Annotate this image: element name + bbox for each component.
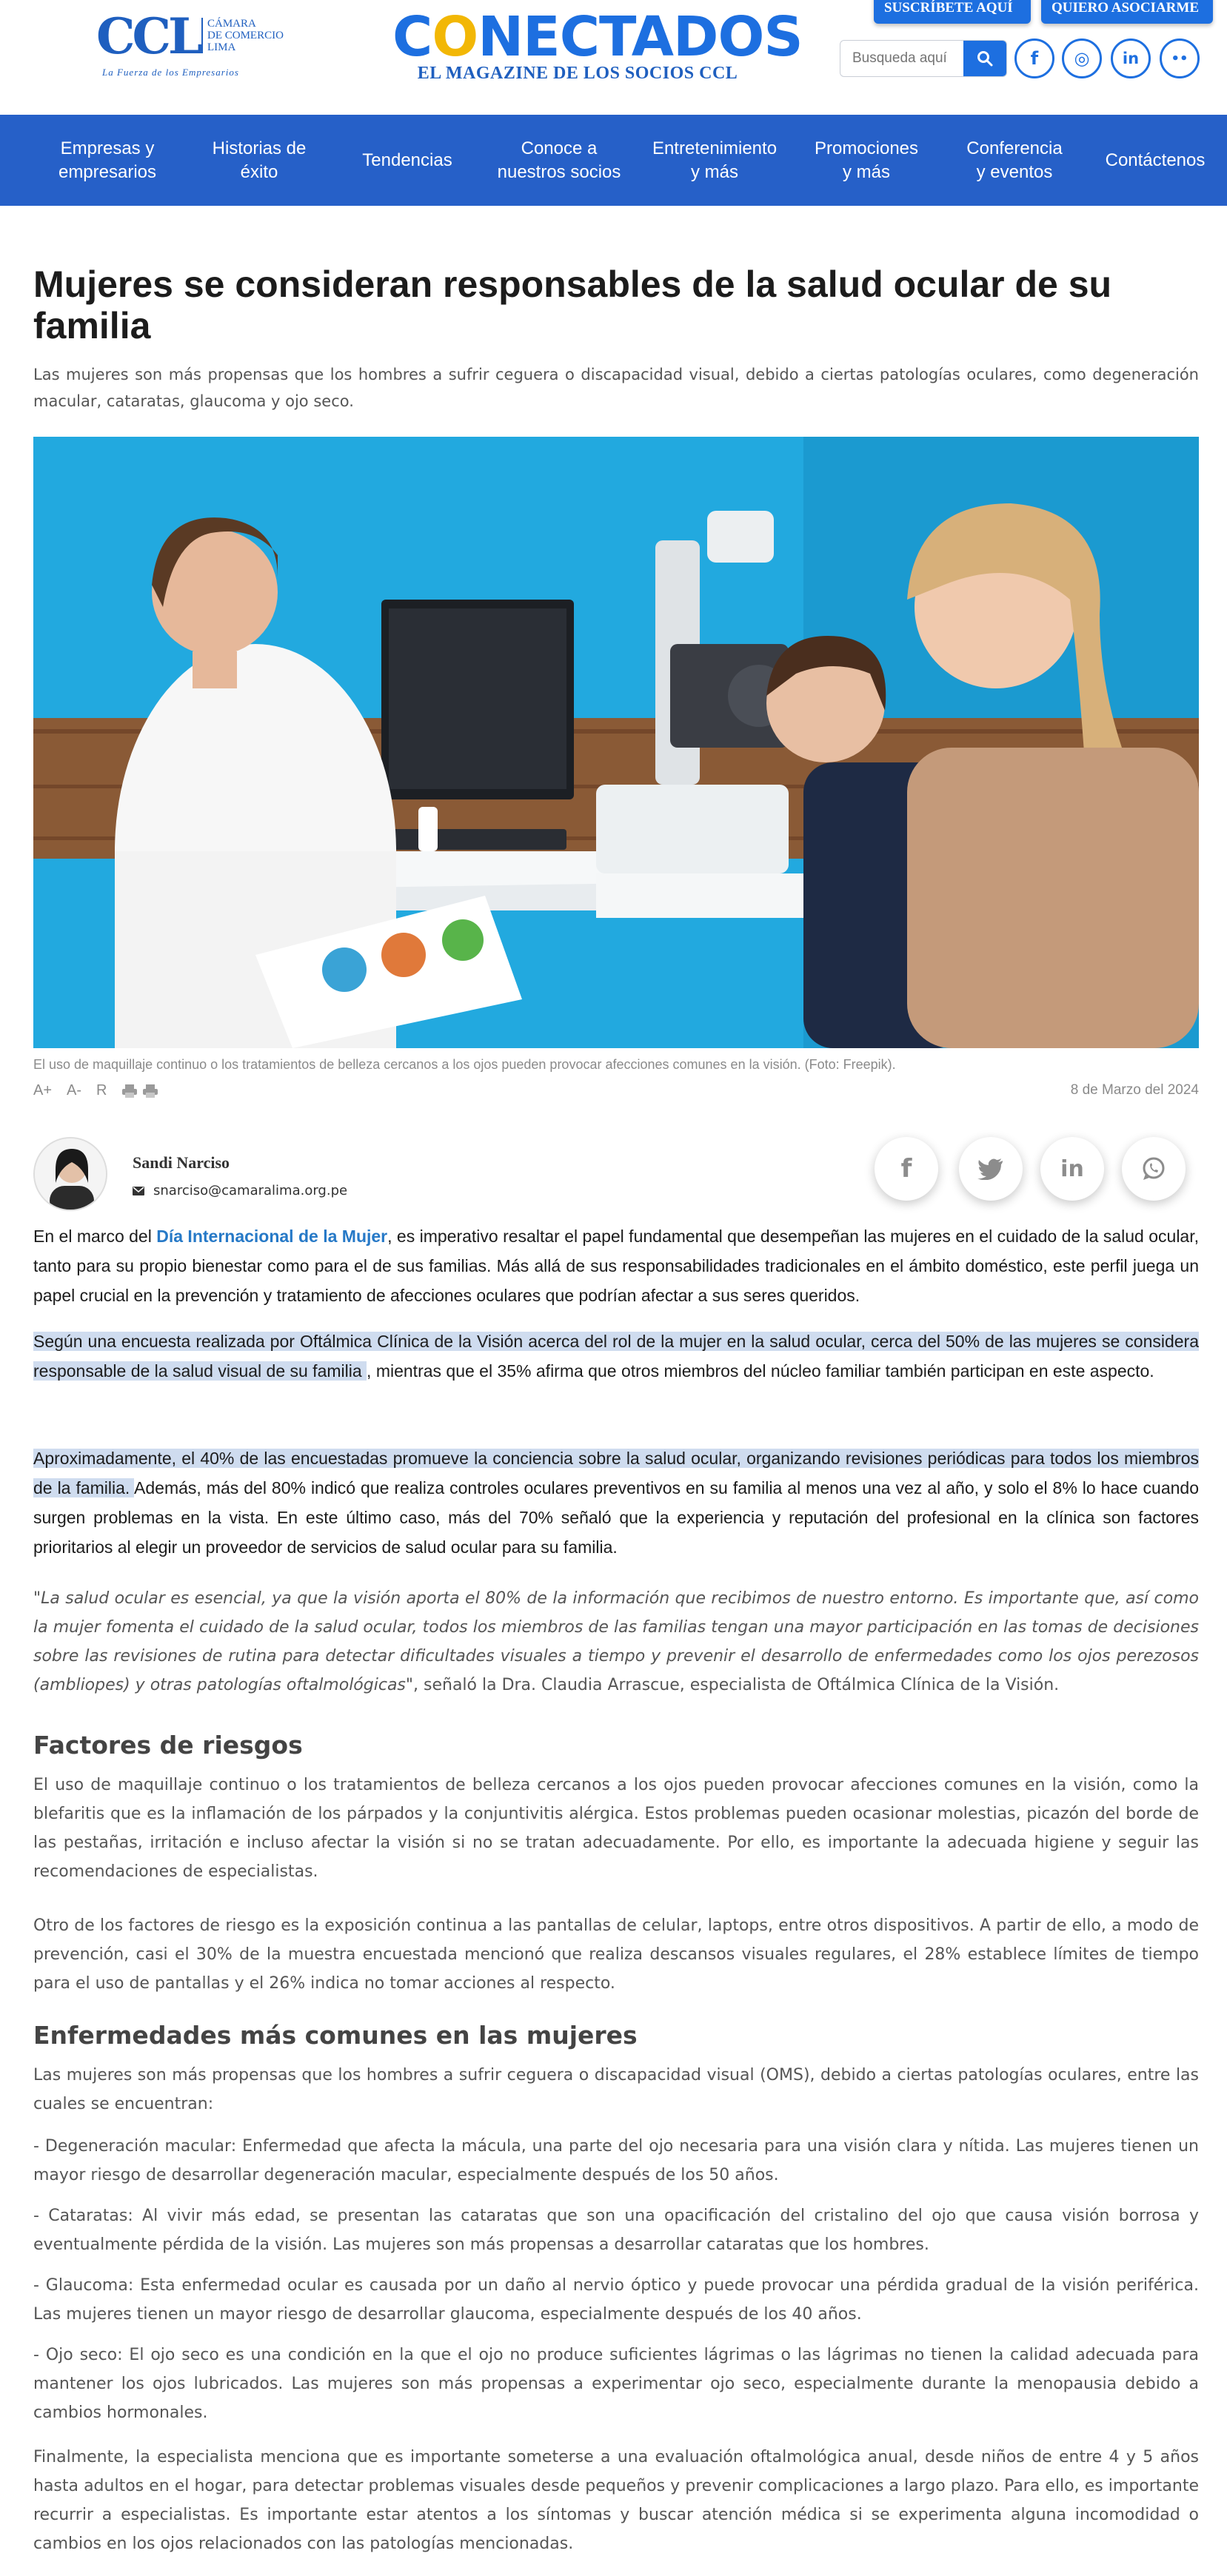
linkedin-icon: in [1122, 50, 1140, 67]
hero-image [33, 437, 1199, 1048]
enfermedad-item: - Glaucoma: Esta enfermedad ocular es causada por un daño al nervio óptico y puede provocar una pérdida gradual de la visión periférica. Las mujeres tienen un mayor riesgo de desarrollar glaucoma, especialmente después de los 40 años. [33, 2276, 1199, 2324]
nav-item-empresas[interactable]: Empresas y empresarios [58, 138, 157, 182]
enfermedades-intro: Las mujeres son más propensas que los hombres a sufrir ceguera o discapacidad visual (OMS), debido a ciertas patologías oculares, entre las cuales se encuentran: [33, 2066, 1199, 2113]
image-caption: El uso de maquillaje continuo o los tratamientos de belleza cercanos a los ojos pueden provocar afecciones comunes en la visión. (Foto: Freepik). [33, 1057, 896, 1072]
nav-item-entretenimiento[interactable]: Entretenimiento y más [652, 138, 778, 182]
brand-subtitle: EL MAGAZINE DE LOS SOCIOS CCL [417, 64, 738, 83]
font-increase-button[interactable]: A+ [33, 1082, 53, 1099]
main-nav [0, 115, 1227, 206]
final-paragraph: Finalmente, la especialista menciona que es importante someterse a una evaluación oftalmológica anual, desde niños de entre 4 y 5 años hasta adultos en el hogar, para detectar problemas visuales desde pequeños y prevenir complicaciones a largo plazo. Para ello, es importante recurrir a especialistas. Es importante estar atentos a los síntomas y buscar atención médica si se experimenta alguna incomodidad o cambios en los ojos relacionados con las patologías mencionadas. [33, 2448, 1199, 2553]
author-name: Sandi Narciso [133, 1153, 230, 1172]
quote-text: "La salud ocular es esencial, ya que la visión aporta el 80% de la información que recibimos de nuestro entorno. Es importante que, así como la mujer fomenta el cuidado de la salud ocular, todos los miembros de las familias tengan una mayor participación en las tomas de decisiones sobre las revisiones de rutina para detectar dificultades visuales a tiempo y prevenir el desarrollo de enfermedades como los ojos perezosos (ambliopes) y otras patologías oftalmológicas" [33, 1589, 1199, 1694]
search-icon [977, 50, 993, 67]
paragraph-1-pre: En el marco del [33, 1227, 157, 1246]
share-twitter-button[interactable] [959, 1137, 1023, 1201]
instagram-link[interactable] [1062, 38, 1102, 78]
flickr-link[interactable] [1160, 38, 1200, 78]
paragraph-3-highlight: Aproximadamente, el 40% de las encuestadas promueve la conciencia sobre la salud ocular, organizando revisiones periódicas para todos los miembros de la familia. [33, 1449, 1199, 1497]
nav-item-historias[interactable]: Historias de éxito [212, 138, 307, 182]
site-header [0, 0, 1227, 115]
ccl-logo-letters: CCL [96, 7, 200, 65]
quote-paragraph [33, 1584, 1199, 1700]
font-reset-button[interactable]: R [96, 1082, 107, 1099]
paragraph-1 [33, 1221, 1199, 1310]
twitter-share-icon [977, 1158, 1004, 1180]
enfermedad-item: - Ojo seco: El ojo seco es una condición en la que el ojo no produce suficientes lágrimas o las lágrimas no tienen la calidad adecuada para mantener los ojos lubricados. Las mujeres son más propensas a experimentar ojo seco, especialmente durante la menopausia debido a cambios hormonales. [33, 2346, 1199, 2422]
search-button[interactable] [963, 41, 1006, 76]
share-linkedin-button[interactable] [1040, 1137, 1104, 1201]
quote-attribution: , señaló la Dra. Claudia Arrascue, especialista de Oftálmica Clínica de la Visión. [413, 1676, 1060, 1694]
paragraph-2-rest: , mientras que el 35% afirma que otros miembros del núcleo familiar también participan en este aspecto. [367, 1361, 1154, 1381]
author-block [33, 1137, 552, 1218]
author-email[interactable]: snarciso@camaralima.org.pe [153, 1183, 348, 1198]
factores-paragraph-1: El uso de maquillaje continuo o los tratamientos de belleza cercanos a los ojos pueden provocar afecciones comunes en la visión, como la blefaritis que es la inflamación de los párpados y la conjuntivitis alérgica. Estos problemas pueden ocasionar molestias, picazón del borde de las pestañas, irritación e incluso afectar la visión si no se tratan adecuadamente. Por ello, es importante la adecuada higiene y seguir las recomendaciones de especialistas. [33, 1776, 1199, 1881]
subscribe-button[interactable]: SUSCRÍBETE AQUÍ [874, 0, 1031, 24]
font-decrease-button[interactable]: A- [67, 1082, 82, 1099]
ccl-logo-tagline: La Fuerza de los Empresarios [102, 67, 239, 78]
ccl-logo[interactable] [96, 7, 289, 78]
facebook-share-icon: f [900, 1154, 912, 1184]
nav-item-tendencias[interactable]: Tendencias [362, 150, 452, 170]
brand-wordmark [392, 5, 803, 69]
nav-item-conferencia[interactable]: Conferencia y eventos [966, 138, 1063, 182]
linkedin-share-icon: in [1060, 1155, 1084, 1182]
conectados-logo[interactable] [392, 5, 803, 83]
share-facebook-button[interactable] [875, 1137, 938, 1201]
dia-mujer-link[interactable]: Día Internacional de la Mujer [156, 1227, 388, 1246]
article-title: Mujeres se consideran responsables de la salud ocular de su familia [33, 264, 1112, 346]
share-whatsapp-button[interactable] [1122, 1137, 1186, 1201]
brand-letter-o: O [432, 5, 478, 69]
paragraph-3 [33, 1443, 1199, 1562]
text-tools [33, 1082, 158, 1099]
paragraph-3-rest: Además, más del 80% indicó que realiza controles oculares preventivos en su familia al menos una vez al año, y solo el 8% lo hace cuando surgen problemas en la vista. En este último caso, más del 70% señaló que la experiencia y reputación del profesional en la clínica son factores prioritarios al elegir un proveedor de servicios de salud ocular para su familia. [33, 1478, 1199, 1557]
heading-factores: Factores de riesgos [33, 1731, 303, 1760]
author-avatar [33, 1137, 107, 1211]
factores-paragraph-2: Otro de los factores de riesgo es la exposición continua a las pantallas de celular, laptops, entre otros dispositivos. A partir de ello, a modo de prevención, casi el 30% de la muestra encuestada mencionó que realiza descansos visuales regulares, el 28% establece límites de tiempo para el uso de pantallas y el 26% indica no tomar acciones al respecto. [33, 1916, 1199, 1993]
search-input[interactable] [840, 41, 963, 76]
enfermedad-item: - Cataratas: Al vivir más edad, se presentan las cataratas que son una opacificación del cristalino del ojo que causa visión borrosa y eventualmente pérdida de la visión. Las mujeres son más propensas a desarrollar cataratas que los hombres. [33, 2207, 1199, 2254]
envelope-icon [133, 1187, 144, 1195]
nav-item-contactenos[interactable]: Contáctenos [1105, 150, 1206, 170]
instagram-icon: ◎ [1074, 48, 1090, 69]
enfermedad-item: - Degeneración macular: Enfermedad que afecta la mácula, una parte del ojo necesaria para una visión clara y nítida. Las mujeres tienen un mayor riesgo de desarrollar degeneración macular, especialmente después de los 50 años. [33, 2137, 1199, 2184]
search-box [840, 40, 1007, 77]
join-button[interactable]: QUIERO ASOCIARME [1041, 0, 1213, 24]
eye-exam-illustration [33, 437, 1199, 1048]
print-icon[interactable] [142, 1084, 158, 1099]
author-email-row [133, 1183, 347, 1198]
flickr-icon: •• [1171, 50, 1188, 67]
whatsapp-share-icon [1141, 1156, 1166, 1181]
paragraph-2-highlight: Según una encuesta realizada por Oftálmica Clínica de la Visión acerca del rol de la mujer en la salud ocular, cerca del 50% de las mujeres se considera responsable de la salud visual de su familia [33, 1332, 1199, 1381]
publish-date: 8 de Marzo del 2024 [1070, 1082, 1199, 1098]
nav-item-promociones[interactable]: Promociones y más [814, 138, 919, 182]
paragraph-2 [33, 1326, 1199, 1386]
facebook-icon: f [1030, 48, 1039, 69]
nav-item-conoce[interactable]: Conoce a nuestros socios [497, 138, 621, 182]
ccl-logo-camara: CÁMARA DE COMERCIO LIMA [201, 18, 284, 53]
paragraph-1-post: , es imperativo resaltar el papel fundamental que desempeñan las mujeres en el cuidado de la salud ocular, tanto para su propio bienestar como para el de sus familias. Más allá de sus responsabilidades tradicionales en el ámbito doméstico, este perfil juega un papel crucial en la prevención y tratamiento de afecciones oculares que podrían afectar a sus seres queridos. [33, 1227, 1200, 1305]
brand-letter-c: C [392, 5, 432, 69]
article-subtitle: Las mujeres son más propensas que los hombres a sufrir ceguera o discapacidad visual, debido a ciertas patologías oculares, como degeneración macular, cataratas, glaucoma y ojo seco. [33, 366, 1199, 410]
facebook-link[interactable] [1014, 38, 1054, 78]
brand-letters-rest: NECTADOS [478, 5, 803, 69]
print-icon[interactable] [121, 1084, 138, 1099]
heading-enfermedades: Enfermedades más comunes en las mujeres [33, 2021, 638, 2050]
linkedin-link[interactable] [1111, 38, 1151, 78]
